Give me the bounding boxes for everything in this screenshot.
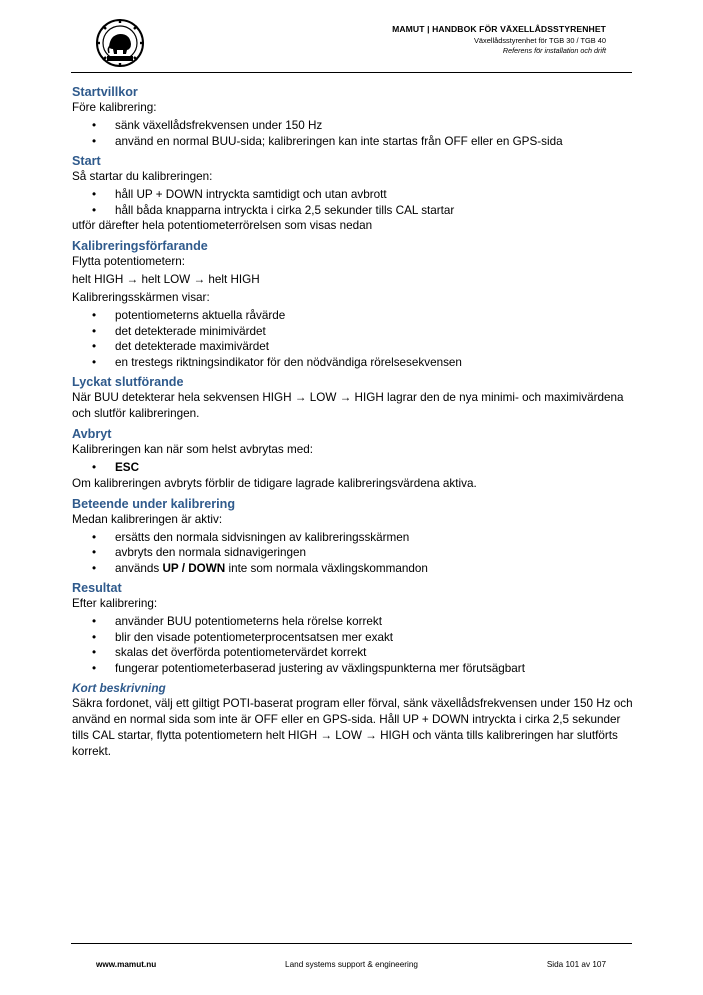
section-note: utför därefter hela potentiometerrörelsen som visas nedan xyxy=(72,219,373,232)
section-text: När BUU detekterar hela sekvensen HIGH → LOW → HIGH lagrar den de nya minimi- och maximivärdena och slutför kalibreringen. xyxy=(72,391,624,420)
page-content xyxy=(72,82,637,760)
section-heading: Beteende under kalibrering xyxy=(72,496,236,511)
footer-website: www.mamut.nu xyxy=(96,960,157,969)
section-text: helt HIGH → helt LOW → helt HIGH xyxy=(72,273,260,286)
list-item xyxy=(72,561,637,577)
footer-divider xyxy=(71,943,632,944)
footer-tagline: Land systems support & engineering xyxy=(285,960,418,969)
section-summary xyxy=(72,680,637,760)
header-reference: Referens för installation och drift xyxy=(502,46,606,55)
section-text: Flytta potentiometern: xyxy=(72,255,186,268)
header-subtitle: Växellådsstyrenhet för TGB 30 / TGB 40 xyxy=(473,36,606,45)
header-divider xyxy=(71,72,632,73)
list-item: • skalas det överförda potentiometervärdet korrekt xyxy=(72,645,637,661)
section-heading: Start xyxy=(72,154,101,168)
list-item: • det detekterade minimivärdet xyxy=(72,324,637,340)
list-item: • avbryts den normala sidnavigeringen xyxy=(72,545,637,561)
section-success xyxy=(72,374,637,422)
section-heading: Avbryt xyxy=(72,427,112,441)
section-heading: Kort beskrivning xyxy=(72,681,166,695)
item-keys: UP / DOWN xyxy=(162,561,226,575)
section-procedure xyxy=(72,238,637,370)
page-header xyxy=(71,14,632,72)
section-intro: Kalibreringen kan när som helst avbrytas med: xyxy=(72,443,314,456)
bullet-list xyxy=(72,614,637,676)
section-start xyxy=(72,153,637,234)
mamut-logo-icon xyxy=(95,18,145,68)
list-item: • det detekterade maximivärdet xyxy=(72,339,637,355)
list-item: • potentiometerns aktuella råvärde xyxy=(72,308,637,324)
section-heading: Kalibreringsförfarande xyxy=(72,239,208,253)
section-text: Kalibreringsskärmen visar: xyxy=(72,291,210,304)
section-heading: Lyckat slutförande xyxy=(72,375,184,389)
list-item: • fungerar potentiometerbaserad justering av växlingspunkterna mer förutsägbart xyxy=(72,661,637,677)
list-item: • använder BUU potentiometerns hela rörelse korrekt xyxy=(72,614,637,630)
section-intro: Före kalibrering: xyxy=(72,101,157,114)
section-intro: Så startar du kalibreringen: xyxy=(72,170,213,183)
section-text: Säkra fordonet, välj ett giltigt POTI-baserat program eller förval, sänk växellådsfrekvensen under 150 Hz och använd en normal sida som inte är OFF eller en GPS-sida. Håll UP + DOWN intryckta i cirka 2,5 sekunder tills CAL startar, flytta potentiometern helt HIGH → LOW → HIGH och vänta tills kalibreringen har slutförts korrekt. xyxy=(72,697,633,758)
list-item: • en trestegs riktningsindikator för den nödvändiga rörelsesekvensen xyxy=(72,355,637,371)
section-heading: Resultat xyxy=(72,581,122,595)
list-item: • blir den visade potentiometerprocentsatsen mer exakt xyxy=(72,630,637,646)
bullet-list xyxy=(72,118,637,149)
item-suffix: inte som normala växlingskommandon xyxy=(225,561,428,575)
section-behaviour xyxy=(72,496,637,577)
section-intro: Efter kalibrering: xyxy=(72,597,158,610)
list-item xyxy=(72,460,637,476)
item-prefix: används xyxy=(115,561,163,575)
list-item: • håll båda knapparna intryckta i cirka 2,5 sekunder tills CAL startar xyxy=(72,203,637,219)
bullet-list xyxy=(72,308,637,370)
list-item: • använd en normal BUU-sida; kalibreringen kan inte startas från OFF eller en GPS-sida xyxy=(72,134,637,150)
list-item: • ersätts den normala sidvisningen av kalibreringsskärmen xyxy=(72,530,637,546)
bullet-list xyxy=(72,530,637,577)
bullet-list xyxy=(72,460,637,476)
section-note: Om kalibreringen avbryts förblir de tidigare lagrade kalibreringsvärdena aktiva. xyxy=(72,476,477,490)
section-heading: Startvillkor xyxy=(72,85,138,99)
section-intro: Medan kalibreringen är aktiv: xyxy=(72,512,223,526)
section-result xyxy=(72,580,637,676)
esc-key-label: ESC xyxy=(115,461,140,474)
list-item: • håll UP + DOWN intryckta samtidigt och utan avbrott xyxy=(72,187,637,203)
footer-page-number: Sida 101 av 107 xyxy=(546,960,606,969)
header-title: MAMUT | HANDBOK FÖR VÄXELLÅDSSTYRENHET xyxy=(392,24,606,34)
section-startvillkor xyxy=(72,84,637,149)
section-abort xyxy=(72,426,637,492)
list-item: • sänk växellådsfrekvensen under 150 Hz xyxy=(72,118,637,134)
bullet-list xyxy=(72,187,637,218)
